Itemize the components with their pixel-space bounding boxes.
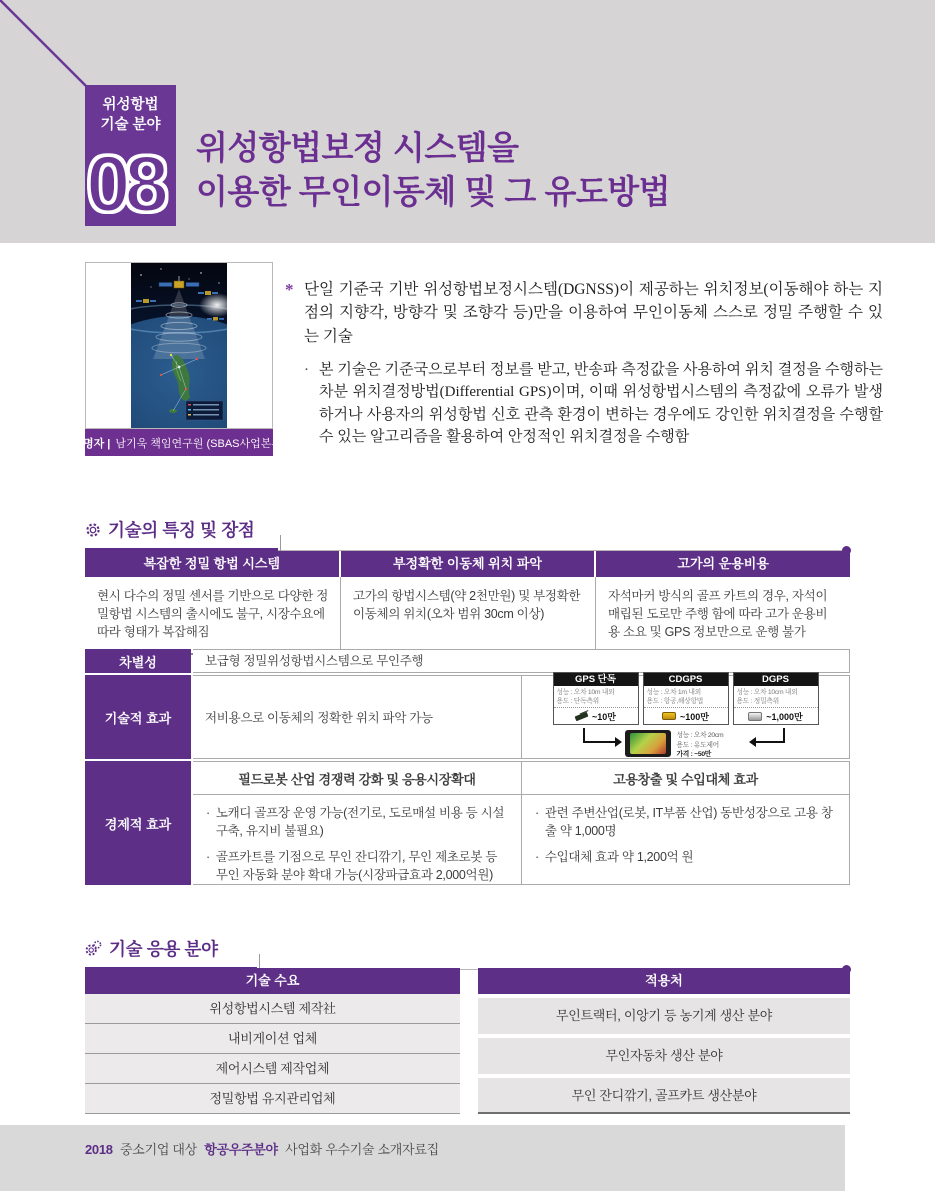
econ-col-header: 고용창출 및 수입대체 효과 (522, 762, 849, 795)
econ-column (193, 762, 521, 884)
econ-bullet-item: · 관련 주변산업(로봇, IT부품 산업) 동반성장으로 고용 창출 약 1,000명 (535, 806, 833, 839)
satellite-image (131, 263, 227, 428)
gps-receiver-icon (575, 711, 589, 721)
gps-spec-use: 용도 : 정밀측위 (736, 698, 779, 705)
gps-price: ~100만 (680, 711, 709, 722)
econ-col-header: 필드로봇 산업 경쟁력 강화 및 응용시장확대 (193, 762, 521, 795)
inventor-label: 발명자 | (72, 437, 111, 450)
gears-icon (85, 940, 102, 957)
gps-spec-perf: 성능 : 오차 1m 내외 (646, 688, 701, 696)
issue-number: 08 (86, 139, 163, 228)
detail-table (85, 649, 850, 887)
gps-price: ~1,000만 (766, 711, 803, 722)
gps-column-header: GPS 단독 (554, 673, 638, 686)
inventor-caption (72, 429, 286, 456)
figure-frame (85, 262, 273, 429)
gps-price: ~10만 (592, 711, 616, 722)
gear-icon (85, 522, 101, 538)
gps-comparison-diagram (553, 672, 819, 762)
econ-bullet-item: · 골프카트를 기점으로 무인 잔디깎기, 무인 제초로봇 등 무인 자동화 분야 확대 가능(시장파급효과 2,000억원) (206, 850, 498, 883)
star-marker: * (285, 280, 294, 299)
demand-row: 제어시스템 제작업체 (85, 1054, 460, 1084)
tech-effect-label-cell: 기술적 효과 (85, 675, 191, 759)
device-screen (630, 733, 666, 754)
feature-body-cell: 자석마커 방식의 골프 카트의 경우, 자석이 매립된 도로만 주행 함에 따라 고가 운용비용 소요 및 GPS 정보만으로 운행 불가 (595, 577, 850, 653)
footer-highlight: 항공우주분야 (204, 1142, 278, 1157)
targets-table (478, 968, 850, 1114)
econ-column (521, 762, 849, 884)
arrow-left-icon (749, 737, 756, 747)
demand-table (85, 968, 460, 1114)
gps-spec-perf: 성능 : 오차 10m 내외 (556, 688, 615, 696)
feature-body-cell: 현시 다수의 정밀 센서를 기반으로 다양한 정밀항법 시스템의 출시에도 불구, 시장수요에 따라 형태가 복잡해짐 (97, 589, 328, 640)
category-label-line2: 기술 분야 (100, 117, 161, 134)
summary-block (285, 278, 883, 449)
inventor-name: 남기욱 책임연구원 (SBAS사업본부) (115, 437, 286, 450)
tech-effect-value-cell: 저비용으로 이동체의 정확한 위치 파악 가능 (205, 711, 433, 725)
guidance-device-icon (625, 730, 671, 757)
arrow-right-icon (615, 737, 622, 747)
feature-header-cell: 고가의 운용비용 (596, 551, 850, 577)
section-title: 기술의 특징 및 장점 (108, 520, 255, 540)
targets-header: 적용처 (478, 968, 850, 994)
diff-value-cell: 보급형 정밀위성항법시스템으로 무인주행 (193, 649, 850, 673)
category-label-line1: 위성항법 (102, 97, 159, 113)
image-legend-box (186, 401, 223, 420)
top-band (0, 0, 935, 243)
targets-row: 무인 잔디깎기, 골프카트 생산분야 (478, 1078, 850, 1114)
section-header-features (85, 517, 850, 553)
page-title-line1: 위성항법보정 시스템을 (196, 129, 519, 166)
summary-main-text: 단일 기준국 기반 위성항법보정시스템(DGNSS)이 제공하는 위치정보(이동해야 하는 지점의 지향각, 방향각 및 조향각 등)만을 이용하여 무인이동체 스스로 정밀 주행할 수 있는 기술 (304, 281, 883, 345)
device-spec: 성능 : 오차 20cm 용도 : 유도제어 가격 : ~50만 (676, 732, 724, 759)
diff-label-cell: 차별성 (85, 649, 191, 673)
targets-row: 무인자동차 생산 분야 (478, 1038, 850, 1074)
gps-column (643, 672, 729, 725)
targets-row: 무인트랙터, 이앙기 등 농기계 생산 분야 (478, 998, 850, 1034)
cdgps-receiver-icon (662, 712, 676, 720)
econ-effect-label-cell: 경제적 효과 (85, 761, 191, 885)
features-table (85, 551, 850, 655)
demand-header: 기술 수요 (85, 968, 460, 994)
econ-bullet-item: · 수입대체 효과 약 1,200억 원 (535, 850, 694, 865)
feature-header-cell: 부정확한 이동체 위치 파악 (341, 551, 595, 577)
summary-sub-text: 본 기술은 기준국으로부터 정보를 받고, 반송파 측정값을 사용하여 위치 결정을 수행하는 차분 위치결정방법(Differential GPS)이며, 이때 위성항법시스템의 측정값에 오류가 발생하거나 사용자의 위성항법 신호 관측 환경이 변하는 경우에도 강인한 위치결정을 수행할 수 있는 알고리즘을 활용하여 안정적인 위치결정을 수행함 (319, 361, 883, 446)
feature-header-cell: 복잡한 정밀 항법 시스템 (85, 551, 339, 577)
gps-column (553, 672, 639, 725)
econ-bullet-item: · 노캐디 골프장 운영 가능(전기로, 도로매설 비용 등 시설구축, 유지비 불필요) (206, 806, 505, 839)
dgps-receiver-icon (748, 712, 762, 721)
gps-spec-use: 용도 : 단독측위 (556, 698, 599, 705)
demand-row: 위성항법시스템 제작社 (85, 994, 460, 1024)
category-label (85, 85, 176, 136)
demand-row: 정밀항법 유지관리업체 (85, 1084, 460, 1114)
gps-spec-use: 용도 : 항공,해상항법 (646, 698, 703, 705)
figure (72, 262, 286, 456)
demand-row: 내비게이션 업체 (85, 1024, 460, 1054)
footer-text: 2018 중소기업 대상 항공우주분야 사업화 우수기술 소개자료집 (85, 1142, 439, 1157)
bullet-marker: · (304, 361, 309, 378)
footer-band (0, 1125, 845, 1191)
gps-column (733, 672, 819, 725)
section-header-applications (85, 936, 850, 972)
tech-effect-image-cell (521, 673, 849, 759)
gps-spec-perf: 성능 : 오차 10cm 내외 (736, 688, 798, 696)
feature-body-cell: 고가의 항법시스템(약 2천만원) 및 부정확한 이동체의 위치(오차 범위 30cm 이상) (340, 577, 595, 653)
page-title-line2: 이용한 무인이동체 및 그 유도방법 (196, 172, 670, 210)
footer-year: 2018 (85, 1142, 113, 1157)
gps-column-header: DGPS (734, 673, 818, 686)
gps-column-header: CDGPS (644, 673, 728, 686)
page-title (196, 126, 916, 213)
section-title: 기술 응용 분야 (109, 939, 218, 959)
